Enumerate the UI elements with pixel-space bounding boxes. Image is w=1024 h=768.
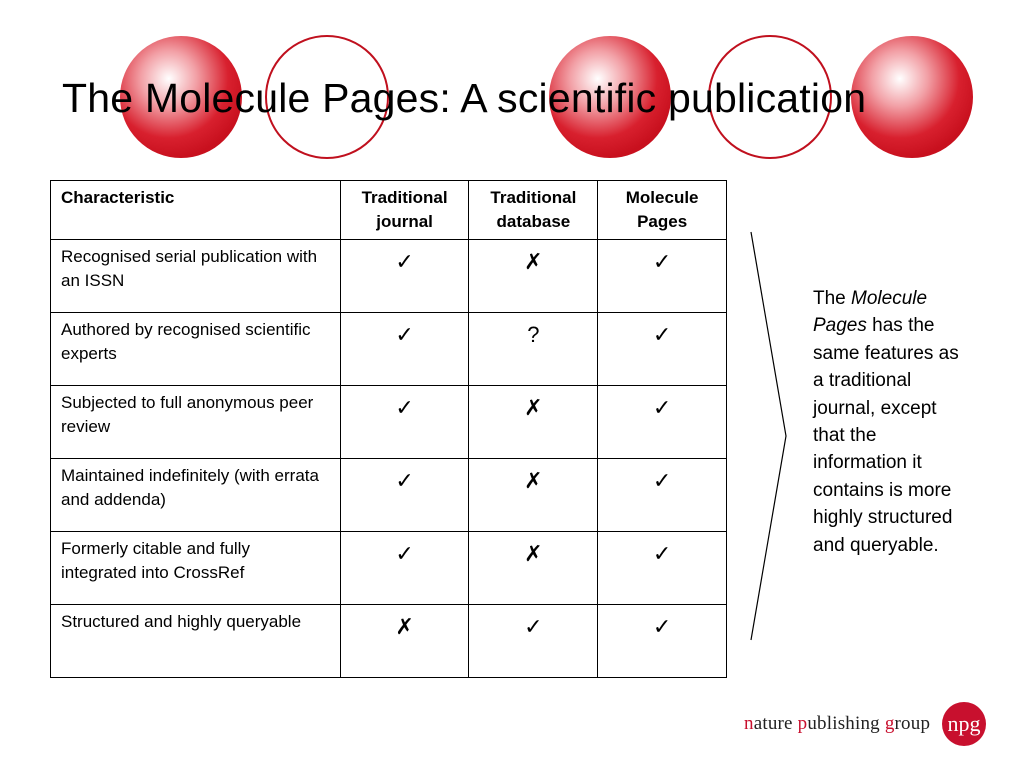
mark-cell: ✗	[469, 459, 598, 532]
mark-cell: ✓	[598, 459, 727, 532]
table-row	[51, 605, 727, 678]
mark-cell: ✓	[598, 532, 727, 605]
logo-wordmark: nature publishing group	[744, 713, 931, 734]
mark-cell: ?	[469, 313, 598, 386]
chevron-arrow-icon	[748, 230, 798, 642]
row-label: Maintained indefinitely (with errata and addenda)	[51, 459, 341, 532]
mark-cell: ✓	[598, 386, 727, 459]
side-note-emphasis: Molecule Pages	[813, 288, 928, 337]
table-row	[51, 459, 727, 532]
mark-cell: ✓	[340, 459, 469, 532]
table-row	[51, 532, 727, 605]
mark-cell: ✓	[340, 532, 469, 605]
row-label: Structured and highly queryable	[51, 605, 341, 678]
npg-badge-icon	[938, 700, 990, 748]
mark-cell: ✓	[340, 386, 469, 459]
slide-title: The Molecule Pages: A scientific publication	[62, 75, 867, 121]
mark-cell: ✓	[340, 240, 469, 313]
mark-cell: ✓	[598, 240, 727, 313]
header-traditional-database: Traditional database	[469, 181, 598, 240]
row-label: Recognised serial publication with an ISSN	[51, 240, 341, 313]
mark-cell: ✓	[340, 313, 469, 386]
row-label: Authored by recognised scientific experts	[51, 313, 341, 386]
mark-cell: ✓	[469, 605, 598, 678]
svg-text:npg: npg	[947, 711, 981, 736]
mark-cell: ✗	[469, 240, 598, 313]
filled-circle-3	[851, 36, 973, 158]
mark-cell: ✓	[598, 605, 727, 678]
header-traditional-journal: Traditional journal	[340, 181, 469, 240]
mark-cell: ✓	[598, 313, 727, 386]
comparison-table	[50, 180, 727, 678]
table-row	[51, 313, 727, 386]
header-characteristic: Characteristic	[51, 181, 341, 240]
mark-cell: ✗	[469, 532, 598, 605]
side-note-body: has the same features as a traditional journal, except that the information it contains is more highly structured and queryable.	[813, 315, 959, 556]
npg-logo	[744, 700, 990, 748]
mark-cell: ✗	[340, 605, 469, 678]
table-row	[51, 240, 727, 313]
mark-cell: ✗	[469, 386, 598, 459]
table-row	[51, 386, 727, 459]
header-molecule-pages: Molecule Pages	[598, 181, 727, 240]
row-label: Subjected to full anonymous peer review	[51, 386, 341, 459]
table-header-row	[51, 181, 727, 240]
side-note-prefix: The	[813, 288, 852, 309]
side-note	[813, 285, 973, 559]
row-label: Formerly citable and fully integrated into CrossRef	[51, 532, 341, 605]
